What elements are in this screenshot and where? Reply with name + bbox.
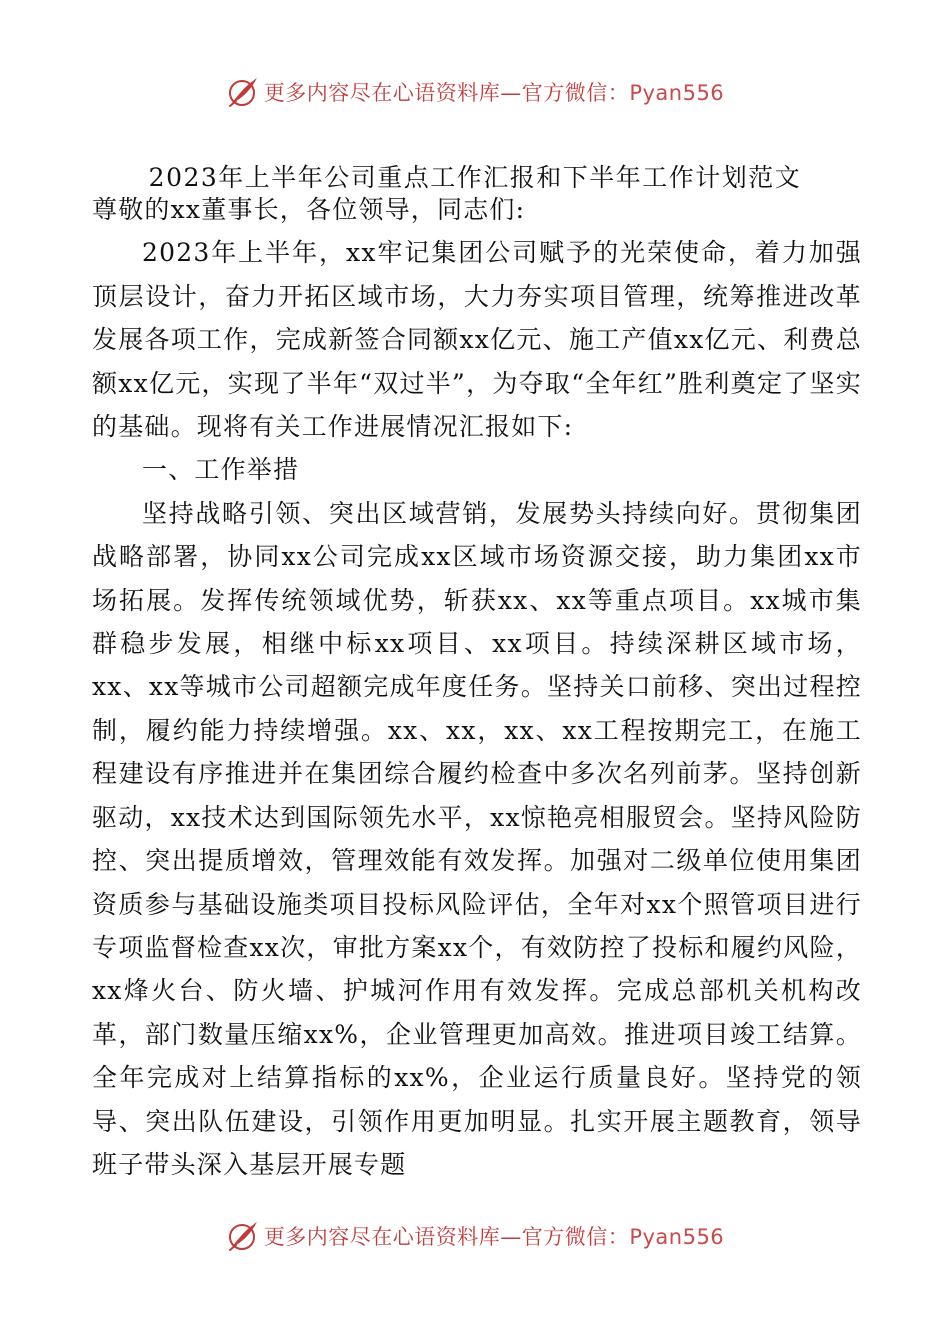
salutation: 尊敬的xx董事长，各位领导，同志们:: [92, 195, 526, 224]
banner-text: [264, 1221, 724, 1251]
body-paragraph: 坚持战略引领、突出区域营销，发展势头持续向好。贯彻集团战略部署，协同xx公司完成xx区域市场资源交接，助力集团xx市场拓展。发挥传统领域优势，斩获xx、xx等重点项目。xx城市集群稳步发展，相继中标xx项目、xx项目。持续深耕区域市场，xx、xx等城市公司超额完成年度任务。坚持关口前移、突出过程控制，履约能力持续增强。xx、xx，xx、xx工程按期完工，在施工程建设有序推进并在集团综合履约检查中多次名列前茅。坚持创新驱动，xx技术达到国际领先水平，xx惊艳亮相服贸会。坚持风险防控、突出提质增效，管理效能有效发挥。加强对二级单位使用集团资质参与基础设施类项目投标风险评估，全年对xx个照管项目进行专项监督检查xx次，审批方案xx个，有效防控了投标和履约风险，xx烽火台、防火墙、护城河作用有效发挥。完成总部机关机构改革，部门数量压缩xx%，企业管理更加高效。推进项目竣工结算。全年完成对上结算指标的xx%，企业运行质量良好。坚持党的领导、突出队伍建设，引领作用更加明显。扎实开展主题教育，领导班子带头深入基层开展专题: [92, 498, 862, 1179]
quill-logo-icon: [226, 1219, 260, 1253]
banner-text-main: 更多内容尽在心语资料库—官方微信：: [263, 1225, 630, 1249]
quill-logo-icon: [226, 75, 260, 109]
header-banner: [0, 72, 950, 112]
document-body: [92, 188, 862, 1186]
footer-banner: [0, 1216, 950, 1256]
banner-wechat-id: Pyan556: [629, 1225, 725, 1249]
banner-text: [264, 77, 724, 107]
banner-wechat-id: Pyan556: [629, 81, 725, 105]
banner-text-main: 更多内容尽在心语资料库—官方微信：: [263, 81, 630, 105]
intro-paragraph: 2023年上半年，xx牢记集团公司赋予的光荣使命，着力加强顶层设计，奋力开拓区域市场，大力夯实项目管理，统筹推进改革发展各项工作，完成新签合同额xx亿元、施工产值xx亿元、利费总额xx亿元，实现了半年“双过半”，为夺取“全年红”胜利奠定了坚实的基础。现将有关工作进展情况汇报如下:: [92, 238, 862, 442]
document-title: 2023年上半年公司重点工作汇报和下半年工作计划范文: [148, 163, 802, 192]
section-heading: 一、工作举措: [142, 455, 300, 485]
